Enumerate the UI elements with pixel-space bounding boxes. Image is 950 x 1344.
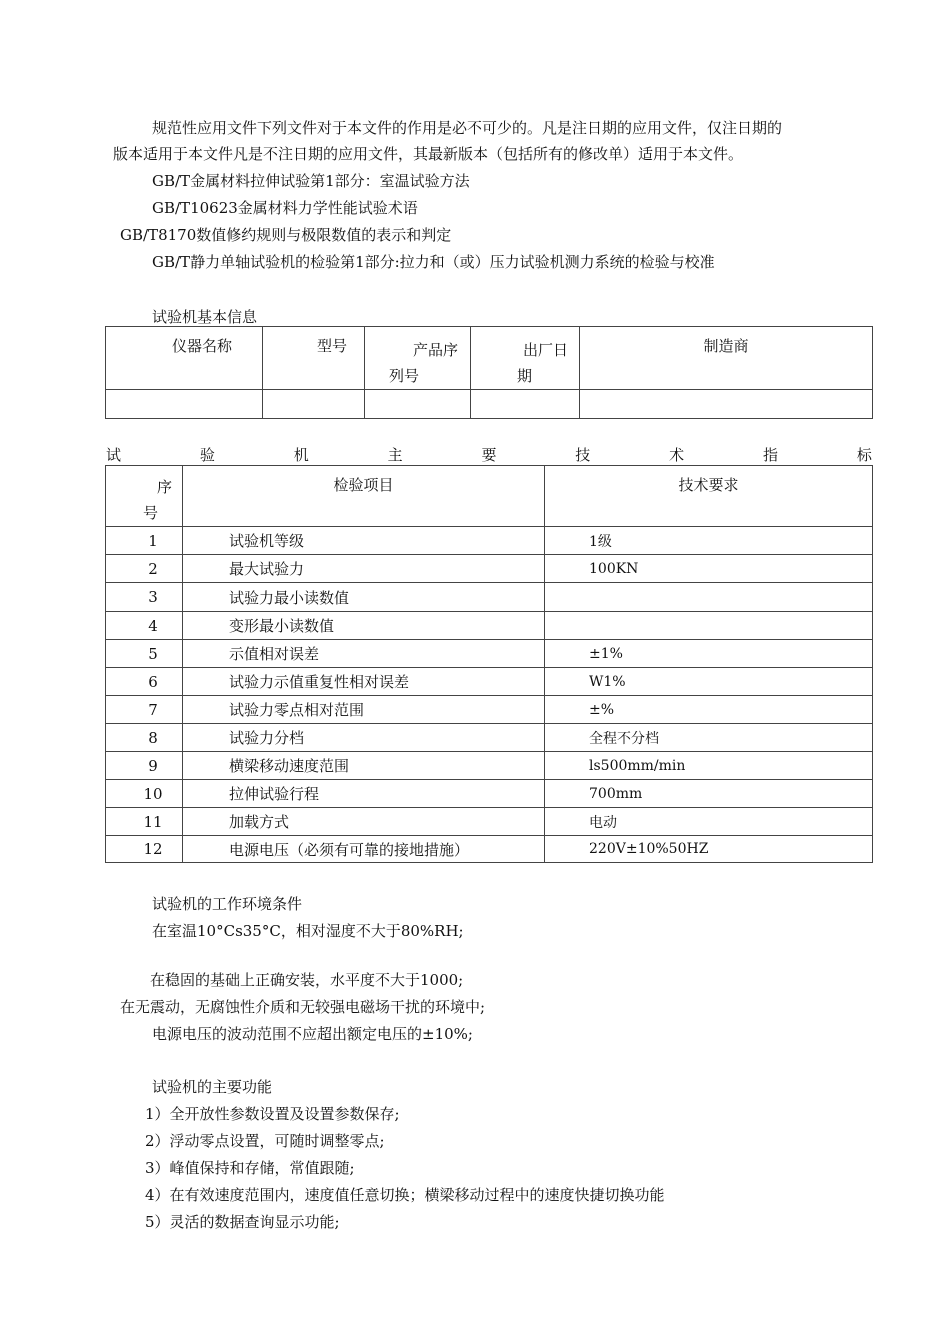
reference-item: GB/T静力单轴试验机的检验第1部分:拉力和（或）压力试验机测力系统的检验与校准	[152, 253, 715, 271]
basic-header-date: 出厂日 期	[471, 327, 580, 390]
specs-title-char: 标	[856, 446, 872, 464]
spec-item: 试验机等级	[183, 527, 545, 555]
spec-no: 10	[106, 780, 183, 808]
spec-item: 拉伸试验行程	[183, 780, 545, 808]
spec-requirement: 电动	[545, 808, 873, 836]
specs-title	[106, 445, 872, 465]
table-row	[106, 724, 873, 752]
function-item: 5）灵活的数据查询显示功能;	[145, 1213, 340, 1231]
reference-item: GB/T金属材料拉伸试验第1部分：室温试验方法	[152, 172, 470, 190]
table-row	[106, 612, 873, 640]
basic-header-model: 型号	[263, 327, 365, 390]
specs-title-char: 验	[199, 446, 215, 464]
spec-requirement: ±%	[545, 696, 873, 724]
spec-item: 变形最小读数值	[183, 612, 545, 640]
table-row	[106, 640, 873, 668]
spec-requirement	[545, 612, 873, 640]
spec-item: 试验力分档	[183, 724, 545, 752]
table-row	[106, 836, 873, 863]
spec-item: 试验力最小读数值	[183, 583, 545, 612]
reference-item: GB/T8170数值修约规则与极限数值的表示和判定	[120, 226, 452, 244]
spec-no: 1	[106, 527, 183, 555]
spec-requirement: ls500mm/min	[545, 752, 873, 780]
spec-requirement: W1%	[545, 668, 873, 696]
specs-title-char: 要	[481, 446, 497, 464]
spec-requirement: 100KN	[545, 555, 873, 583]
spec-no: 9	[106, 752, 183, 780]
spec-item: 加载方式	[183, 808, 545, 836]
spec-requirement: 全程不分档	[545, 724, 873, 752]
specs-title-char: 术	[669, 446, 685, 464]
basic-info-title: 试验机基本信息	[152, 308, 258, 326]
specs-title-char: 技	[575, 446, 591, 464]
spec-no: 3	[106, 583, 183, 612]
spec-item: 试验力示值重复性相对误差	[183, 668, 545, 696]
specs-title-char: 试	[106, 446, 122, 464]
table-row	[106, 752, 873, 780]
spec-item: 电源电压（必须有可靠的接地措施）	[183, 836, 545, 863]
spec-no: 4	[106, 612, 183, 640]
spec-no: 12	[106, 836, 183, 863]
specs-table	[105, 465, 873, 863]
specs-title-char: 主	[387, 446, 403, 464]
spec-requirement: ±1%	[545, 640, 873, 668]
basic-cell-empty	[580, 390, 873, 419]
environment-title: 试验机的工作环境条件	[152, 895, 303, 913]
environment-line: 在稳固的基础上正确安装，水平度不大于1000;	[150, 971, 464, 989]
spec-no: 2	[106, 555, 183, 583]
intro-line-1: 规范性应用文件下列文件对于本文件的作用是必不可少的。凡是注日期的应用文件，仅注日期的	[152, 119, 783, 137]
specs-header-req: 技术要求	[545, 466, 873, 527]
function-item: 4）在有效速度范围内，速度值任意切换；横梁移动过程中的速度快捷切换功能	[145, 1186, 665, 1204]
basic-header-serial: 产品序 列号	[365, 327, 471, 390]
spec-no: 8	[106, 724, 183, 752]
table-row	[106, 696, 873, 724]
spec-requirement	[545, 583, 873, 612]
specs-header-item: 检验项目	[183, 466, 545, 527]
functions-title: 试验机的主要功能	[152, 1078, 273, 1096]
basic-cell-empty	[365, 390, 471, 419]
environment-line: 在无震动，无腐蚀性介质和无较强电磁场干扰的环境中;	[120, 998, 486, 1016]
table-row	[106, 527, 873, 555]
specs-title-char: 机	[293, 446, 309, 464]
spec-item: 最大试验力	[183, 555, 545, 583]
environment-line: 在室温10°Cs35°C，相对湿度不大于80%RH;	[152, 922, 464, 940]
table-row	[106, 555, 873, 583]
spec-no: 7	[106, 696, 183, 724]
basic-header-maker: 制造商	[580, 327, 873, 390]
spec-no: 5	[106, 640, 183, 668]
spec-item: 示值相对误差	[183, 640, 545, 668]
environment-line: 电源电压的波动范围不应超出额定电压的±10%;	[152, 1025, 473, 1043]
table-row	[106, 808, 873, 836]
specs-title-char: 指	[763, 446, 779, 464]
basic-header-name: 仪器名称	[106, 327, 263, 390]
spec-no: 11	[106, 808, 183, 836]
function-item: 1）全开放性参数设置及设置参数保存;	[145, 1105, 400, 1123]
basic-info-table	[105, 326, 873, 419]
spec-requirement: 1级	[545, 527, 873, 555]
spec-item: 试验力零点相对范围	[183, 696, 545, 724]
function-item: 3）峰值保持和存储，常值跟随;	[145, 1159, 355, 1177]
spec-requirement: 700mm	[545, 780, 873, 808]
spec-requirement: 220V±10%50HZ	[545, 836, 873, 863]
basic-cell-empty	[106, 390, 263, 419]
basic-cell-empty	[471, 390, 580, 419]
spec-item: 横梁移动速度范围	[183, 752, 545, 780]
intro-line-2: 版本适用于本文件凡是不注日期的应用文件，其最新版本（包括所有的修改单）适用于本文件。	[113, 145, 744, 163]
table-row	[106, 780, 873, 808]
basic-cell-empty	[263, 390, 365, 419]
table-row	[106, 668, 873, 696]
reference-item: GB/T10623金属材料力学性能试验术语	[152, 199, 418, 217]
spec-no: 6	[106, 668, 183, 696]
table-row	[106, 583, 873, 612]
function-item: 2）浮动零点设置，可随时调整零点;	[145, 1132, 385, 1150]
specs-header-no: 序 号	[106, 466, 183, 527]
